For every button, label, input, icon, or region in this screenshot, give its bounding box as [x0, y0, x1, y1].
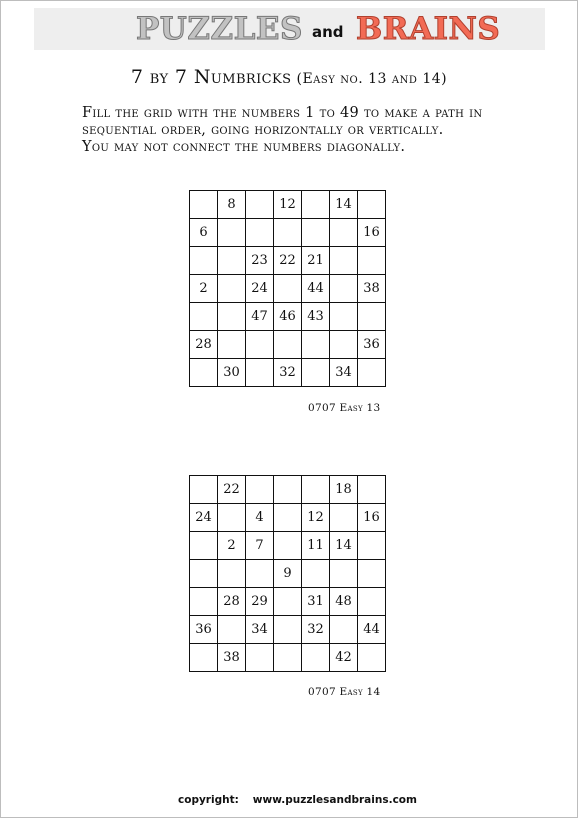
grid-cell[interactable]: 18: [330, 476, 358, 504]
grid-cell[interactable]: 22: [218, 476, 246, 504]
instructions-line: sequential order, going horizontally or vertically.: [82, 122, 444, 138]
grid-cell[interactable]: [190, 359, 218, 387]
grid-cell[interactable]: 9: [274, 560, 302, 588]
grid-row: [190, 247, 386, 275]
grid-cell[interactable]: [358, 476, 386, 504]
grid-cell[interactable]: [358, 588, 386, 616]
grid-row: [190, 303, 386, 331]
grid-cell[interactable]: [274, 588, 302, 616]
grid-cell[interactable]: 11: [302, 532, 330, 560]
grid-cell[interactable]: 47: [246, 303, 274, 331]
grid-cell[interactable]: [330, 616, 358, 644]
grid-cell[interactable]: 32: [302, 616, 330, 644]
grid-cell[interactable]: 12: [274, 191, 302, 219]
grid-cell[interactable]: 36: [190, 616, 218, 644]
grid-row: [190, 644, 386, 672]
grid-cell[interactable]: [190, 303, 218, 331]
instructions: [82, 105, 532, 156]
grid-cell[interactable]: [358, 644, 386, 672]
title-main: 7 by 7 Numbricks: [130, 66, 292, 88]
title-subtitle: (Easy no. 13 and 14): [296, 71, 448, 87]
website-link[interactable]: www.puzzlesandbrains.com: [252, 794, 417, 806]
grid-cell[interactable]: [246, 219, 274, 247]
grid-cell[interactable]: 16: [358, 504, 386, 532]
grid-cell[interactable]: 12: [302, 504, 330, 532]
grid-cell[interactable]: 28: [190, 331, 218, 359]
grid-cell[interactable]: 44: [302, 275, 330, 303]
grid-row: [190, 476, 386, 504]
grid-cell[interactable]: [358, 247, 386, 275]
grid-cell[interactable]: [218, 275, 246, 303]
grid-cell[interactable]: [246, 191, 274, 219]
grid-cell[interactable]: [246, 476, 274, 504]
grid-cell[interactable]: [190, 560, 218, 588]
grid-cell[interactable]: [330, 331, 358, 359]
grid-cell[interactable]: 44: [358, 616, 386, 644]
grid-cell[interactable]: [358, 191, 386, 219]
grid-cell[interactable]: [190, 247, 218, 275]
grid-cell[interactable]: 34: [330, 359, 358, 387]
grid-cell[interactable]: [330, 560, 358, 588]
grid-cell[interactable]: [330, 303, 358, 331]
grid-cell[interactable]: [218, 616, 246, 644]
grid-cell[interactable]: 23: [246, 247, 274, 275]
puzzle-label-14: 0707 Easy 14: [308, 686, 381, 698]
grid-cell[interactable]: [218, 303, 246, 331]
grid-row: [190, 616, 386, 644]
grid-cell[interactable]: [358, 560, 386, 588]
grid-cell[interactable]: [302, 644, 330, 672]
grid-cell[interactable]: 32: [274, 359, 302, 387]
grid-cell[interactable]: [218, 504, 246, 532]
grid-cell[interactable]: 21: [302, 247, 330, 275]
grid-cell[interactable]: 42: [330, 644, 358, 672]
grid-cell[interactable]: [274, 532, 302, 560]
grid-cell[interactable]: [218, 247, 246, 275]
grid-cell[interactable]: 29: [246, 588, 274, 616]
logo-word-puzzles: PUZZLES: [136, 11, 303, 47]
grid-cell[interactable]: [190, 644, 218, 672]
grid-cell[interactable]: [330, 504, 358, 532]
grid-cell[interactable]: [330, 219, 358, 247]
grid-cell[interactable]: [246, 331, 274, 359]
grid-cell[interactable]: [274, 504, 302, 532]
grid-cell[interactable]: [302, 331, 330, 359]
grid-cell[interactable]: [302, 560, 330, 588]
grid-cell[interactable]: [358, 303, 386, 331]
grid-row: [190, 532, 386, 560]
grid-cell[interactable]: [330, 247, 358, 275]
grid-cell[interactable]: [246, 560, 274, 588]
grid-cell[interactable]: [246, 644, 274, 672]
grid-cell[interactable]: [218, 331, 246, 359]
grid-cell[interactable]: [274, 644, 302, 672]
grid-row: [190, 560, 386, 588]
grid-cell[interactable]: [218, 560, 246, 588]
grid-cell[interactable]: 16: [358, 219, 386, 247]
grid-cell[interactable]: 24: [190, 504, 218, 532]
grid-cell[interactable]: 38: [218, 644, 246, 672]
grid-cell[interactable]: 46: [274, 303, 302, 331]
grid-cell[interactable]: 43: [302, 303, 330, 331]
logo-word-and: and: [312, 23, 344, 41]
grid-cell[interactable]: [302, 219, 330, 247]
grid-cell[interactable]: 6: [190, 219, 218, 247]
grid-cell[interactable]: 34: [246, 616, 274, 644]
grid-cell[interactable]: 2: [218, 532, 246, 560]
grid-cell[interactable]: [302, 476, 330, 504]
logo-word-brains: BRAINS: [356, 11, 501, 47]
copyright-footer: [178, 794, 417, 806]
copyright-label: copyright:: [178, 794, 239, 806]
grid-cell[interactable]: [190, 588, 218, 616]
grid-cell[interactable]: [358, 532, 386, 560]
grid-row: [190, 191, 386, 219]
grid-cell[interactable]: 30: [218, 359, 246, 387]
grid-cell[interactable]: 36: [358, 331, 386, 359]
page-title: [0, 66, 578, 88]
instructions-line: Fill the grid with the numbers 1 to 49 to make a path in: [82, 105, 483, 121]
grid-cell[interactable]: 4: [246, 504, 274, 532]
grid-cell[interactable]: 14: [330, 532, 358, 560]
grid-row: [190, 359, 386, 387]
grid-cell[interactable]: [302, 359, 330, 387]
grid-cell[interactable]: [330, 275, 358, 303]
grid-cell[interactable]: 14: [330, 191, 358, 219]
grid-cell[interactable]: 2: [190, 275, 218, 303]
instructions-line: You may not connect the numbers diagonally.: [82, 139, 406, 155]
grid-cell[interactable]: [274, 616, 302, 644]
grid-cell[interactable]: 28: [218, 588, 246, 616]
grid-cell[interactable]: [246, 359, 274, 387]
grid-cell[interactable]: [358, 359, 386, 387]
grid-row: [190, 275, 386, 303]
puzzle-grid-14: [189, 475, 386, 672]
grid-cell[interactable]: [274, 331, 302, 359]
grid-row: [190, 219, 386, 247]
grid-cell[interactable]: [190, 191, 218, 219]
grid-row: [190, 588, 386, 616]
grid-cell[interactable]: 38: [358, 275, 386, 303]
grid-cell[interactable]: [274, 275, 302, 303]
grid-cell[interactable]: [218, 219, 246, 247]
grid-cell[interactable]: 24: [246, 275, 274, 303]
grid-cell[interactable]: [190, 476, 218, 504]
grid-cell[interactable]: [274, 476, 302, 504]
grid-cell[interactable]: 22: [274, 247, 302, 275]
site-logo: [34, 8, 545, 50]
grid-cell[interactable]: [274, 219, 302, 247]
grid-row: [190, 331, 386, 359]
grid-row: [190, 504, 386, 532]
grid-cell[interactable]: [190, 532, 218, 560]
grid-cell[interactable]: 31: [302, 588, 330, 616]
puzzle-label-13: 0707 Easy 13: [308, 402, 381, 414]
grid-cell[interactable]: 7: [246, 532, 274, 560]
grid-cell[interactable]: [302, 191, 330, 219]
puzzle-grid-13: [189, 190, 386, 387]
grid-cell[interactable]: 48: [330, 588, 358, 616]
grid-cell[interactable]: 8: [218, 191, 246, 219]
